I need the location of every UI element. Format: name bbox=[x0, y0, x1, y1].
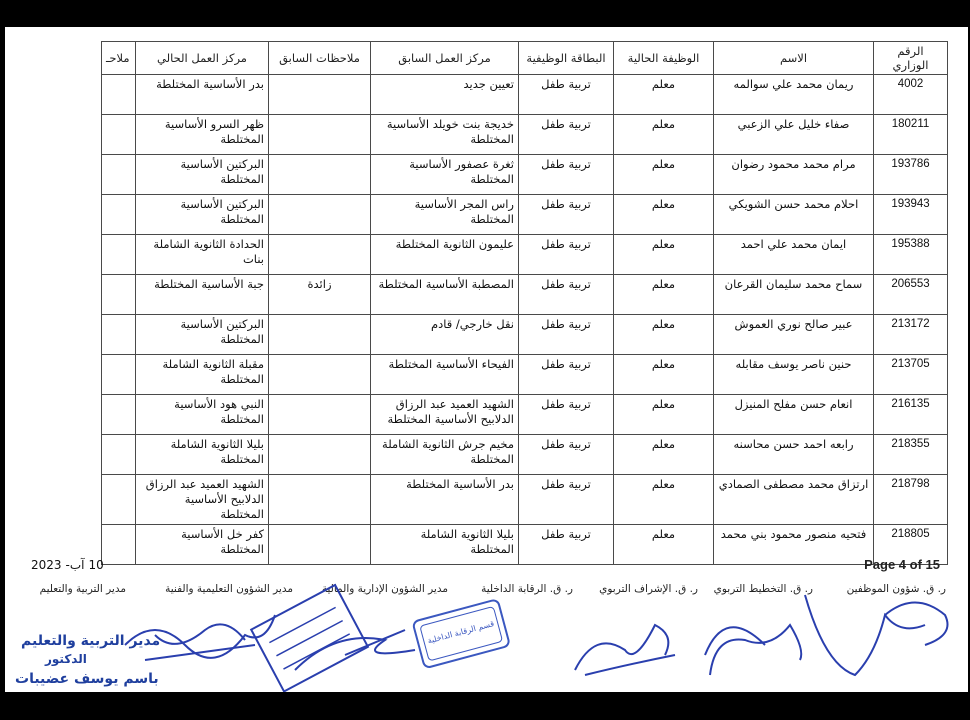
job-card-cell: تربية طفل bbox=[519, 525, 614, 565]
name-cell: صفاء خليل علي الزعبي bbox=[714, 115, 874, 155]
current-job-cell: معلم bbox=[614, 275, 714, 315]
job-card-cell: تربية طفل bbox=[519, 155, 614, 195]
job-card-cell: تربية طفل bbox=[519, 75, 614, 115]
previous-workplace-cell: مخيم جرش الثانوية الشاملة المختلطة bbox=[371, 435, 519, 475]
name-cell: ارتزاق محمد مصطفى الصمادي bbox=[714, 475, 874, 525]
previous-workplace-cell: الشهيد العميد عبد الرزاق الدلابيح الأساسية المختلطة bbox=[371, 395, 519, 435]
table-row bbox=[102, 235, 948, 275]
current-workplace-cell: ظهر السرو الأساسية المختلطة bbox=[136, 115, 269, 155]
name-cell: مرام محمد محمود رضوان bbox=[714, 155, 874, 195]
name-cell: عبير صالح نوري العموش bbox=[714, 315, 874, 355]
notes-cell bbox=[102, 355, 136, 395]
current-job-cell: معلم bbox=[614, 475, 714, 525]
current-workplace-cell: الحدادة الثانوية الشاملة بنات bbox=[136, 235, 269, 275]
name-cell: سماح محمد سليمان القرعان bbox=[714, 275, 874, 315]
previous-workplace-cell: خديجة بنت خويلد الأساسية المختلطة bbox=[371, 115, 519, 155]
table-header-row bbox=[102, 42, 948, 75]
previous-workplace-cell: نقل خارجي/ قادم bbox=[371, 315, 519, 355]
previous-notes-cell bbox=[269, 115, 371, 155]
svg-text:الدكتور: الدكتور bbox=[45, 652, 87, 666]
header-previous-notes: ملاحظات السابق bbox=[269, 42, 371, 75]
date-number: 10 bbox=[88, 558, 104, 572]
current-workplace-cell: مقبلة الثانوية الشاملة المختلطة bbox=[136, 355, 269, 395]
header-current-job: الوظيفة الحالية bbox=[614, 42, 714, 75]
table-row bbox=[102, 75, 948, 115]
notes-cell bbox=[102, 315, 136, 355]
ministry-number-cell: 218805 bbox=[874, 525, 948, 565]
table-row bbox=[102, 315, 948, 355]
ministry-number-cell: 218355 bbox=[874, 435, 948, 475]
ministry-number-cell: 193943 bbox=[874, 195, 948, 235]
table-row bbox=[102, 355, 948, 395]
current-workplace-cell: كفر خل الأساسية المختلطة bbox=[136, 525, 269, 565]
notes-cell bbox=[102, 525, 136, 565]
ministry-number-cell: 213705 bbox=[874, 355, 948, 395]
notes-cell bbox=[102, 475, 136, 525]
date-year: 2023 bbox=[31, 558, 62, 572]
signatory-title: ر. ق. التخطيط التربوي bbox=[713, 583, 813, 595]
header-current-workplace: مركز العمل الحالي bbox=[136, 42, 269, 75]
header-job-card: البطاقة الوظيفية bbox=[519, 42, 614, 75]
job-card-cell: تربية طفل bbox=[519, 475, 614, 525]
page-number: Page 4 of 15 bbox=[864, 557, 940, 572]
notes-cell bbox=[102, 235, 136, 275]
previous-notes-cell bbox=[269, 155, 371, 195]
job-card-cell: تربية طفل bbox=[519, 195, 614, 235]
signatory-title: ر. ق. الإشراف التربوي bbox=[599, 583, 698, 595]
table-row bbox=[102, 525, 948, 565]
job-card-cell: تربية طفل bbox=[519, 395, 614, 435]
name-cell: ريمان محمد علي سوالمه bbox=[714, 75, 874, 115]
name-cell: فتحيه منصور محمود بني محمد bbox=[714, 525, 874, 565]
notes-cell bbox=[102, 115, 136, 155]
table-row bbox=[102, 475, 948, 525]
current-workplace-cell: بدر الأساسية المختلطة bbox=[136, 75, 269, 115]
document-page bbox=[5, 27, 968, 692]
job-card-cell: تربية طفل bbox=[519, 235, 614, 275]
signatory-title: مدير الشؤون الإدارية والمالية bbox=[321, 583, 448, 595]
previous-workplace-cell: بليلا الثانوية الشاملة المختلطة bbox=[371, 525, 519, 565]
current-workplace-cell: جبة الأساسية المختلطة bbox=[136, 275, 269, 315]
date-month: آب- bbox=[65, 558, 85, 572]
current-job-cell: معلم bbox=[614, 355, 714, 395]
audit-stamp bbox=[413, 599, 510, 668]
current-job-cell: معلم bbox=[614, 75, 714, 115]
notes-cell bbox=[102, 395, 136, 435]
ministry-number-cell: 180211 bbox=[874, 115, 948, 155]
svg-text:مدير التربية والتعليم: مدير التربية والتعليم bbox=[21, 633, 161, 649]
job-card-cell: تربية طفل bbox=[519, 275, 614, 315]
header-previous-workplace: مركز العمل السابق bbox=[371, 42, 519, 75]
name-cell: انعام حسن مفلح المنيزل bbox=[714, 395, 874, 435]
current-workplace-cell: النبي هود الأساسية المختلطة bbox=[136, 395, 269, 435]
staff-transfer-table bbox=[101, 41, 948, 565]
table-row bbox=[102, 275, 948, 315]
current-workplace-cell: البركتين الأساسية المختلطة bbox=[136, 315, 269, 355]
signatory-title: ر. ق. شؤون الموظفين bbox=[846, 583, 946, 595]
table-row bbox=[102, 435, 948, 475]
notes-cell bbox=[102, 435, 136, 475]
ministry-number-cell: 216135 bbox=[874, 395, 948, 435]
table-row bbox=[102, 115, 948, 155]
previous-workplace-cell: بدر الأساسية المختلطة bbox=[371, 475, 519, 525]
table-row bbox=[102, 155, 948, 195]
table-row bbox=[102, 395, 948, 435]
previous-workplace-cell: الفيحاء الأساسية المختلطة bbox=[371, 355, 519, 395]
previous-notes-cell: زائدة bbox=[269, 275, 371, 315]
ministry-number-cell: 4002 bbox=[874, 75, 948, 115]
current-workplace-cell: البركتين الأساسية المختلطة bbox=[136, 195, 269, 235]
svg-text:باسم يوسف عضيبات: باسم يوسف عضيبات bbox=[15, 671, 159, 687]
current-workplace-cell: بليلا الثانوية الشاملة المختلطة bbox=[136, 435, 269, 475]
document-date bbox=[27, 558, 104, 572]
job-card-cell: تربية طفل bbox=[519, 435, 614, 475]
ministry-number-cell: 218798 bbox=[874, 475, 948, 525]
previous-notes-cell bbox=[269, 75, 371, 115]
previous-workplace-cell: عليمون الثانوية المختلطة bbox=[371, 235, 519, 275]
name-cell: حنين ناصر يوسف مقابله bbox=[714, 355, 874, 395]
header-notes-cut: ملاحـ bbox=[102, 42, 136, 75]
signature-scribble bbox=[575, 595, 948, 675]
ministry-number-cell: 193786 bbox=[874, 155, 948, 195]
previous-workplace-cell: تعيين جديد bbox=[371, 75, 519, 115]
name-cell: رابعه احمد حسن محاسنه bbox=[714, 435, 874, 475]
director-stamp bbox=[15, 633, 160, 687]
name-cell: ايمان محمد علي احمد bbox=[714, 235, 874, 275]
signatory-title: ر. ق. الرقابة الداخلية bbox=[481, 583, 573, 595]
ministry-number-cell: 195388 bbox=[874, 235, 948, 275]
ministry-number-cell: 206553 bbox=[874, 275, 948, 315]
current-workplace-cell: الشهيد العميد عبد الرزاق الدلابيح الأساسية المختلطة bbox=[136, 475, 269, 525]
current-job-cell: معلم bbox=[614, 195, 714, 235]
job-card-cell: تربية طفل bbox=[519, 355, 614, 395]
notes-cell bbox=[102, 195, 136, 235]
svg-text:قسم الرقابة الداخلية: قسم الرقابة الداخلية bbox=[426, 619, 496, 646]
job-card-cell: تربية طفل bbox=[519, 315, 614, 355]
notes-cell bbox=[102, 75, 136, 115]
signatory-title: مدير الشؤون التعليمية والفنية bbox=[165, 583, 293, 595]
current-job-cell: معلم bbox=[614, 315, 714, 355]
current-job-cell: معلم bbox=[614, 115, 714, 155]
ministry-number-cell: 213172 bbox=[874, 315, 948, 355]
previous-workplace-cell: راس المجر الأساسية المختلطة bbox=[371, 195, 519, 235]
previous-notes-cell bbox=[269, 355, 371, 395]
previous-notes-cell bbox=[269, 475, 371, 525]
notes-cell bbox=[102, 275, 136, 315]
name-cell: احلام محمد حسن الشويكي bbox=[714, 195, 874, 235]
current-workplace-cell: البركتين الأساسية المختلطة bbox=[136, 155, 269, 195]
previous-workplace-cell: المصطبة الأساسية المختلطة bbox=[371, 275, 519, 315]
current-job-cell: معلم bbox=[614, 435, 714, 475]
previous-notes-cell bbox=[269, 435, 371, 475]
current-job-cell: معلم bbox=[614, 235, 714, 275]
previous-notes-cell bbox=[269, 235, 371, 275]
signatures-and-stamps bbox=[5, 575, 968, 692]
previous-notes-cell bbox=[269, 315, 371, 355]
previous-workplace-cell: ثغرة عصفور الأساسية المختلطة bbox=[371, 155, 519, 195]
notes-cell bbox=[102, 155, 136, 195]
current-job-cell: معلم bbox=[614, 155, 714, 195]
previous-notes-cell bbox=[269, 525, 371, 565]
signatory-title: مدير التربية والتعليم bbox=[39, 583, 126, 595]
header-ministry-number: الرقم الوزاري bbox=[874, 42, 948, 75]
current-job-cell: معلم bbox=[614, 395, 714, 435]
table-row bbox=[102, 195, 948, 235]
header-name: الاسم bbox=[714, 42, 874, 75]
job-card-cell: تربية طفل bbox=[519, 115, 614, 155]
current-job-cell: معلم bbox=[614, 525, 714, 565]
previous-notes-cell bbox=[269, 195, 371, 235]
previous-notes-cell bbox=[269, 395, 371, 435]
